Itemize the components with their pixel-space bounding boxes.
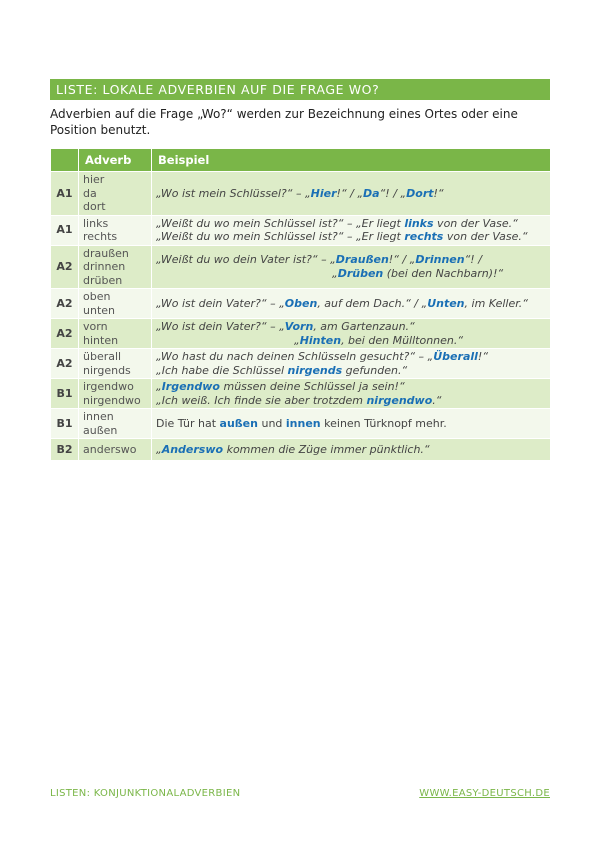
adverb-word: innen (83, 410, 114, 423)
level-cell: A1 (51, 172, 79, 216)
sentence-text: !“ (433, 186, 444, 200)
example-cell (152, 172, 551, 216)
sentence-text: kommen die Züge immer pünktlich.“ (223, 442, 430, 456)
example-sentence (156, 350, 546, 364)
sentence-text: „Wo ist dein Vater?“ – „ (156, 296, 285, 310)
footer-website-link[interactable]: WWW.EASY-DEUTSCH.DE (419, 788, 550, 799)
header-adverb: Adverb (79, 149, 152, 172)
adverb-word: oben (83, 290, 111, 303)
keyword-highlight: Vorn (284, 320, 314, 333)
sentence-text: , am Gartenzaun.“ (313, 320, 415, 333)
keyword-highlight: Hier (310, 186, 337, 200)
level-cell: A2 (51, 319, 79, 349)
example-cell (152, 409, 551, 439)
keyword-highlight: Irgendwo (161, 380, 220, 393)
sentence-text: , im Keller.“ (464, 296, 528, 310)
adverb-cell (79, 379, 152, 409)
example-sentence (156, 187, 546, 201)
keyword-highlight: rechts (404, 230, 444, 243)
adverb-word: irgendwo (83, 380, 134, 393)
example-sentence (156, 320, 546, 334)
example-sentence (156, 253, 546, 267)
sentence-text: , auf dem Dach.“ / „ (317, 296, 428, 310)
example-cell (152, 289, 551, 319)
sentence-text: „ (156, 380, 162, 393)
adverb-word: nirgendwo (83, 393, 141, 407)
sentence-text: .“ (432, 393, 442, 407)
example-cell (152, 379, 551, 409)
sentence-text: „Wo ist dein Vater?“ – „ (156, 320, 285, 333)
level-cell: B2 (51, 439, 79, 461)
example-sentence (156, 334, 546, 348)
sentence-text: !“ / „ (336, 186, 364, 200)
keyword-highlight: außen (219, 416, 258, 430)
keyword-highlight: Unten (427, 296, 465, 310)
example-sentence (156, 297, 546, 311)
level-cell: A2 (51, 245, 79, 289)
sentence-text: von der Vase.“ (443, 230, 528, 243)
example-sentence (156, 267, 546, 281)
adverb-word: anderswo (83, 442, 137, 456)
sentence-text: !“ / „ (388, 253, 416, 267)
level-cell: B1 (51, 409, 79, 439)
example-cell (152, 215, 551, 245)
table-row (51, 409, 551, 439)
sentence-text: „Weißt du wo dein Vater ist?“ – „ (156, 253, 336, 267)
adverb-cell (79, 172, 152, 216)
sentence-text: von der Vase.“ (433, 216, 518, 230)
example-sentence (156, 417, 546, 431)
keyword-highlight: nirgends (287, 363, 343, 377)
adverb-word: dort (83, 200, 106, 213)
keyword-highlight: Dort (406, 186, 434, 200)
example-sentence (156, 217, 546, 231)
sentence-text: !“ (477, 350, 489, 363)
sentence-text: und (257, 416, 286, 430)
adverb-word: links (83, 216, 109, 230)
example-sentence (156, 394, 546, 408)
sentence-text: „Weißt du wo mein Schlüssel ist?“ – „Er liegt (156, 230, 405, 243)
sentence-text: (bei den Nachbarn)!“ (383, 266, 504, 280)
example-cell (152, 439, 551, 461)
adverb-table (50, 148, 551, 461)
adverb-word: vorn (83, 320, 108, 333)
table-row (51, 172, 551, 216)
adverb-cell (79, 289, 152, 319)
sentence-text: “! / (464, 253, 482, 267)
keyword-highlight: Oben (284, 296, 318, 310)
header-example: Beispiel (152, 149, 551, 172)
sentence-text: “! / „ (379, 186, 407, 200)
adverb-cell (79, 319, 152, 349)
keyword-highlight: Hinten (299, 333, 342, 347)
table-row (51, 289, 551, 319)
sentence-text: keinen Türknopf mehr. (320, 416, 447, 430)
adverb-word: rechts (83, 230, 118, 243)
example-sentence (156, 230, 546, 244)
adverb-word: drinnen (83, 260, 126, 273)
sentence-text: Die Tür hat (156, 416, 220, 430)
example-sentence (156, 443, 546, 457)
sentence-text: „Ich habe die Schlüssel (156, 363, 288, 377)
level-cell: B1 (51, 379, 79, 409)
sentence-text: „ (156, 442, 162, 456)
table-row (51, 319, 551, 349)
adverb-word: hier (83, 173, 105, 186)
adverb-word: draußen (83, 246, 129, 260)
keyword-highlight: Draußen (335, 253, 389, 267)
adverb-word: da (83, 186, 97, 200)
adverb-word: überall (83, 350, 122, 363)
example-sentence (156, 364, 546, 378)
table-row (51, 215, 551, 245)
keyword-highlight: nirgendwo (366, 393, 433, 407)
footer-list-link[interactable]: LISTEN: KONJUNKTIONALADVERBIEN (50, 788, 241, 799)
table-row (51, 245, 551, 289)
sentence-text: „Weißt du wo mein Schlüssel ist?“ – „Er liegt (156, 216, 405, 230)
adverb-cell (79, 439, 152, 461)
keyword-highlight: Überall (433, 350, 478, 363)
sentence-text: „Wo ist mein Schlüssel?“ – „ (156, 186, 311, 200)
adverb-cell (79, 409, 152, 439)
keyword-highlight: Drüben (337, 266, 384, 280)
sentence-text: gefunden.“ (342, 363, 408, 377)
sentence-text: „ (332, 266, 338, 280)
adverb-word: hinten (83, 333, 119, 347)
keyword-highlight: Da (363, 186, 380, 200)
page-title: LISTE: LOKALE ADVERBIEN AUF DIE FRAGE WO? (50, 79, 550, 100)
keyword-highlight: innen (285, 416, 321, 430)
adverb-word: unten (83, 303, 115, 317)
table-header-row (51, 149, 551, 172)
sentence-text: „Wo hast du nach deinen Schlüsseln gesucht?“ – „ (156, 350, 434, 363)
adverb-cell (79, 349, 152, 379)
level-cell: A2 (51, 349, 79, 379)
header-level (51, 149, 79, 172)
adverb-word: nirgends (83, 363, 131, 377)
example-cell (152, 319, 551, 349)
level-cell: A2 (51, 289, 79, 319)
table-body (51, 172, 551, 461)
sentence-text: „ (294, 333, 300, 347)
table-row (51, 349, 551, 379)
adverb-cell (79, 215, 152, 245)
table-row (51, 439, 551, 461)
adverb-word: drüben (83, 273, 123, 287)
example-sentence (156, 380, 546, 394)
sentence-text: „Ich weiß. Ich finde sie aber trotzdem (156, 393, 367, 407)
example-cell (152, 245, 551, 289)
level-cell: A1 (51, 215, 79, 245)
adverb-cell (79, 245, 152, 289)
keyword-highlight: Drinnen (415, 253, 465, 267)
example-cell (152, 349, 551, 379)
keyword-highlight: links (404, 216, 434, 230)
table-row (51, 379, 551, 409)
keyword-highlight: Anderswo (161, 442, 224, 456)
sentence-text: , bei den Mülltonnen.“ (341, 333, 464, 347)
sentence-text: müssen deine Schlüssel ja sein!“ (219, 380, 405, 393)
intro-text: Adverbien auf die Frage „Wo?“ werden zur Bezeichnung eines Ortes oder eine Position benutzt. (50, 107, 518, 137)
adverb-word: außen (83, 423, 118, 437)
